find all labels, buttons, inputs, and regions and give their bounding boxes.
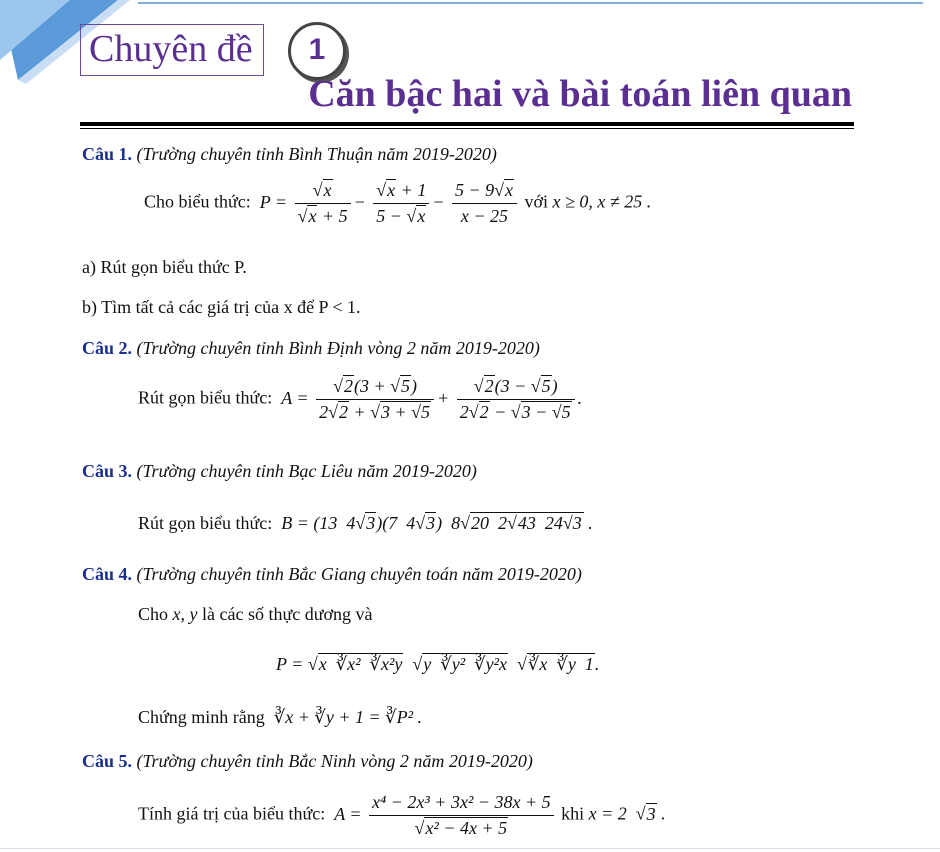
question-3-intro: Rút gọn biểu thức: — [138, 513, 273, 533]
question-4-intro — [138, 604, 372, 625]
question-4-intro-a: Cho — [138, 604, 169, 624]
question-4-header — [82, 564, 582, 585]
question-1-part-a: a) Rút gọn biểu thức P. — [82, 257, 247, 277]
question-4-prove — [138, 707, 422, 728]
title-rule-thin — [80, 128, 854, 129]
title-rule — [80, 122, 854, 126]
question-3-label: Câu 3. — [82, 461, 133, 481]
question-3-source: (Trường chuyên tỉnh Bạc Liêu năm 2019-2020) — [136, 461, 477, 481]
question-1-source: (Trường chuyên tỉnh Bình Thuận năm 2019-2020) — [136, 144, 497, 164]
question-4-vars: x, y — [172, 604, 198, 624]
question-5-header — [82, 751, 533, 772]
question-4-intro-b: là các số thực dương và — [202, 604, 373, 624]
question-1-intro: Cho biểu thức: — [144, 191, 251, 212]
chapter-title: Căn bậc hai và bài toán liên quan — [308, 73, 852, 115]
question-1-part-b: b) Tìm tất cả các giá trị của x để P < 1. — [82, 297, 361, 317]
formula-prove: ∛x + ∛y + 1 = ∛P² . — [269, 707, 422, 727]
question-4-source: (Trường chuyên tỉnh Bắc Giang chuyên toán năm 2019-2020) — [136, 564, 582, 584]
question-3-header — [82, 461, 477, 482]
question-1-header — [82, 144, 497, 165]
page-bottom-edge — [0, 848, 940, 849]
question-1-label: Câu 1. — [82, 144, 133, 164]
formula-a5: A = $\frac{\text{x⁴ − 2x³ + 3x² − 38x + 5}}{\text{√x² − 4x + 5}}$ — [330, 804, 561, 824]
formula-b: B = (13 4√3)(7 4√3) 8√20 2√43 24√3 . — [276, 513, 593, 533]
question-5-label: Câu 5. — [82, 751, 133, 771]
topic-number-badge: 1 — [288, 22, 346, 80]
question-1-condition-word: với — [524, 191, 549, 212]
question-2-header — [82, 338, 540, 359]
topic-label: Chuyên đề — [80, 24, 264, 76]
question-2-intro: Rút gọn biểu thức: — [138, 387, 273, 408]
formula-x-value: x = 2 √3 . — [588, 803, 666, 824]
question-5-intro: Tính giá trị của biểu thức: — [138, 803, 326, 824]
question-2-source: (Trường chuyên tỉnh Bình Định vòng 2 năm 2019-2020) — [136, 338, 540, 358]
question-1-expression — [144, 180, 651, 227]
question-2-expression — [138, 376, 582, 423]
question-1-condition: x ≥ 0, x ≠ 25 . — [552, 191, 652, 212]
question-2-label: Câu 2. — [82, 338, 133, 358]
question-4-label: Câu 4. — [82, 564, 133, 584]
question-5-when: khi — [561, 803, 585, 824]
formula-p4: P = √x ∛x² ∛x²y √y ∛y² ∛y²x √∛x ∛y 1. — [276, 654, 600, 674]
formula-a2: A = $\frac{√2(3 + √5)}{2√2 + √3 + √5}$ + $\frac{√2(3 - √5)}{2√2 - √3 - √5}$ . — [276, 376, 583, 422]
top-rule — [138, 2, 923, 4]
question-5-expression — [138, 792, 666, 839]
formula-p: P = $\frac{√x}{√x + 5}$ − $\frac{√x + 1}{5 - √x}$ − $\frac{5 - 9√x}{x - 25}$ — [255, 192, 524, 212]
question-3-expression — [138, 513, 593, 534]
question-5-source: (Trường chuyên tỉnh Bắc Ninh vòng 2 năm 2019-2020) — [136, 751, 533, 771]
question-4-prove-text: Chứng minh rằng — [138, 707, 265, 727]
